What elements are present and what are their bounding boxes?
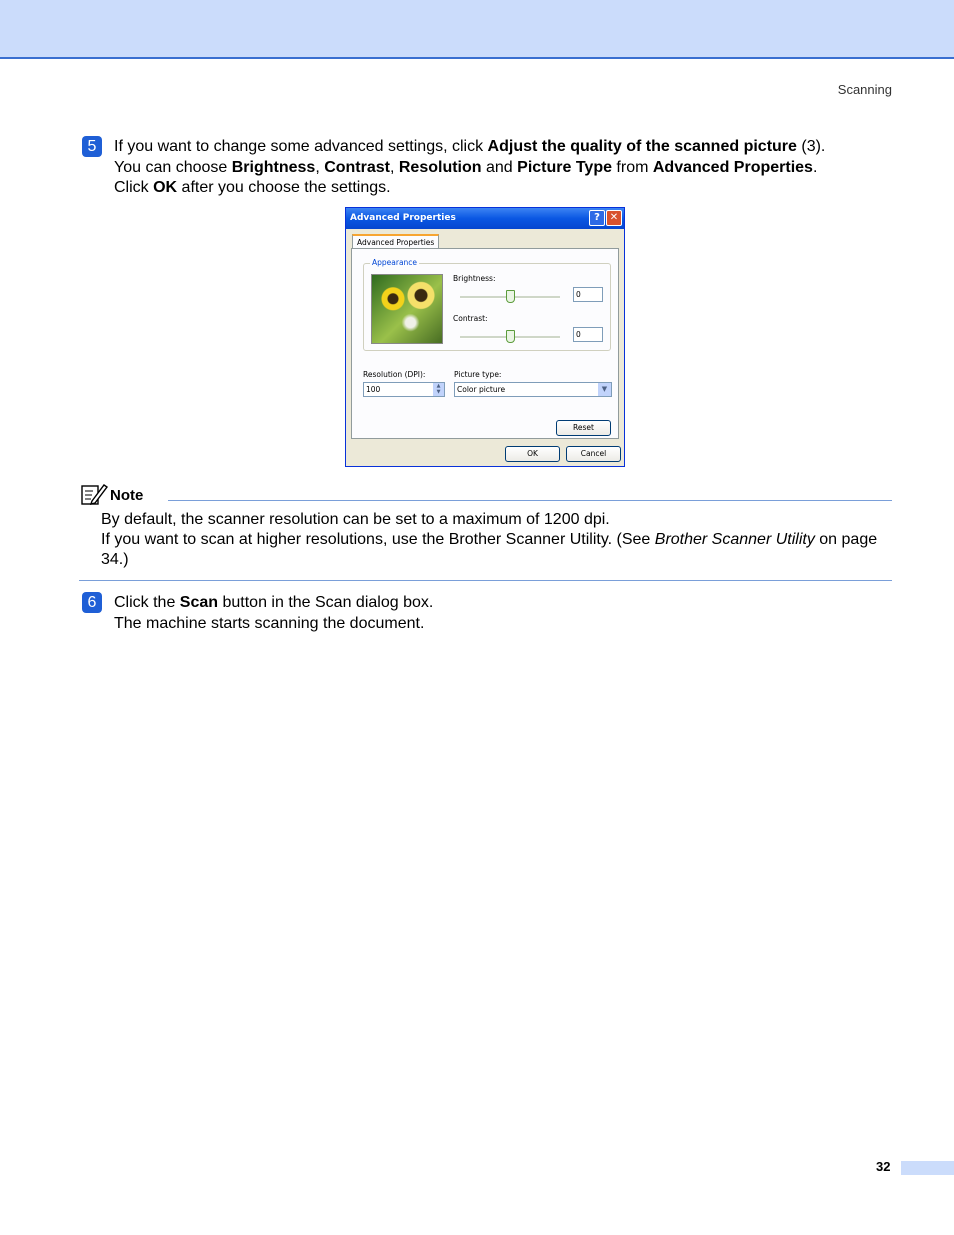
italic-run: Brother Scanner Utility bbox=[654, 531, 815, 548]
dialog-titlebar bbox=[346, 208, 624, 229]
step-6-text bbox=[114, 593, 894, 634]
brightness-label: Brightness: bbox=[453, 274, 496, 283]
note-line-1: By default, the scanner resolution can be set to a maximum of 1200 dpi. bbox=[101, 511, 610, 528]
page-tab-band bbox=[901, 1161, 954, 1175]
bold-run: Adjust the quality of the scanned picture bbox=[487, 138, 797, 155]
header-band bbox=[0, 0, 954, 59]
picture-type-value: Color picture bbox=[457, 385, 506, 394]
step-5-line-3 bbox=[114, 178, 894, 199]
note-divider-top bbox=[168, 500, 892, 501]
resolution-label: Resolution (DPI): bbox=[363, 370, 426, 379]
text-run: You can choose bbox=[114, 158, 232, 176]
text-run: Click bbox=[114, 179, 154, 196]
bold-run: Picture Type bbox=[517, 158, 612, 176]
bold-run: Scan bbox=[179, 594, 219, 611]
text-run: (3). bbox=[796, 138, 826, 155]
help-icon[interactable]: ? bbox=[589, 210, 605, 226]
tab-advanced-properties[interactable]: Advanced Properties bbox=[352, 234, 439, 250]
resolution-value: 100 bbox=[366, 385, 381, 394]
note-pencil-icon bbox=[80, 482, 108, 506]
section-title: Scanning bbox=[837, 82, 892, 97]
picture-type-select[interactable] bbox=[454, 382, 612, 397]
step-6-line-1 bbox=[114, 593, 894, 614]
text-run: from bbox=[611, 158, 653, 176]
note-body bbox=[101, 510, 896, 570]
text-run: If you want to scan at higher resolutions, use the Brother Scanner Utility. (See bbox=[101, 531, 655, 548]
bold-run: Contrast bbox=[324, 158, 390, 176]
text-run: and bbox=[481, 158, 518, 176]
brightness-slider-thumb[interactable] bbox=[506, 290, 515, 303]
text-run: on page 34.) bbox=[101, 531, 878, 568]
preview-image bbox=[371, 274, 443, 344]
chevron-down-icon[interactable]: ▼ bbox=[598, 383, 611, 396]
resolution-spinbox[interactable] bbox=[363, 382, 445, 397]
ok-button[interactable]: OK bbox=[505, 446, 560, 462]
spin-arrows-icon[interactable]: ▲ ▼ bbox=[433, 383, 444, 396]
close-icon[interactable]: ✕ bbox=[606, 210, 622, 226]
step-6-line-2: The machine starts scanning the document. bbox=[114, 614, 425, 632]
appearance-group bbox=[363, 258, 611, 351]
reset-button[interactable]: Reset bbox=[556, 420, 611, 436]
text-run: , bbox=[389, 158, 399, 176]
note-divider-bottom bbox=[79, 580, 892, 581]
note-label: Note bbox=[110, 487, 144, 504]
bold-run: OK bbox=[153, 179, 178, 196]
text-run: button in the Scan dialog box. bbox=[218, 594, 434, 611]
text-run: Click the bbox=[114, 594, 180, 611]
text-run: If you want to change some advanced settings, click bbox=[114, 138, 488, 155]
brightness-value-field[interactable]: 0 bbox=[573, 287, 603, 302]
advanced-properties-dialog bbox=[345, 207, 625, 467]
step-5-text bbox=[114, 137, 894, 199]
contrast-label: Contrast: bbox=[453, 314, 488, 323]
contrast-slider-thumb[interactable] bbox=[506, 330, 515, 343]
cancel-button[interactable]: Cancel bbox=[566, 446, 621, 462]
text-run: . bbox=[812, 158, 818, 176]
picture-type-label: Picture type: bbox=[454, 370, 502, 379]
step-number-badge: 6 bbox=[82, 592, 102, 613]
step-5-line-1 bbox=[114, 137, 894, 158]
dialog-title: Advanced Properties bbox=[350, 213, 456, 223]
step-number-badge: 5 bbox=[82, 136, 102, 157]
text-run: after you choose the settings. bbox=[177, 179, 391, 196]
tab-panel bbox=[351, 248, 619, 439]
bold-run: Advanced Properties bbox=[652, 158, 813, 176]
group-label: Appearance bbox=[372, 258, 418, 267]
bold-run: Brightness bbox=[231, 158, 316, 176]
step-5-line-2 bbox=[114, 158, 894, 179]
bold-run: Resolution bbox=[398, 158, 482, 176]
page-number: 32 bbox=[876, 1159, 891, 1174]
text-run: , bbox=[315, 158, 325, 176]
note-line-2 bbox=[101, 530, 896, 570]
contrast-value-field[interactable]: 0 bbox=[573, 327, 603, 342]
